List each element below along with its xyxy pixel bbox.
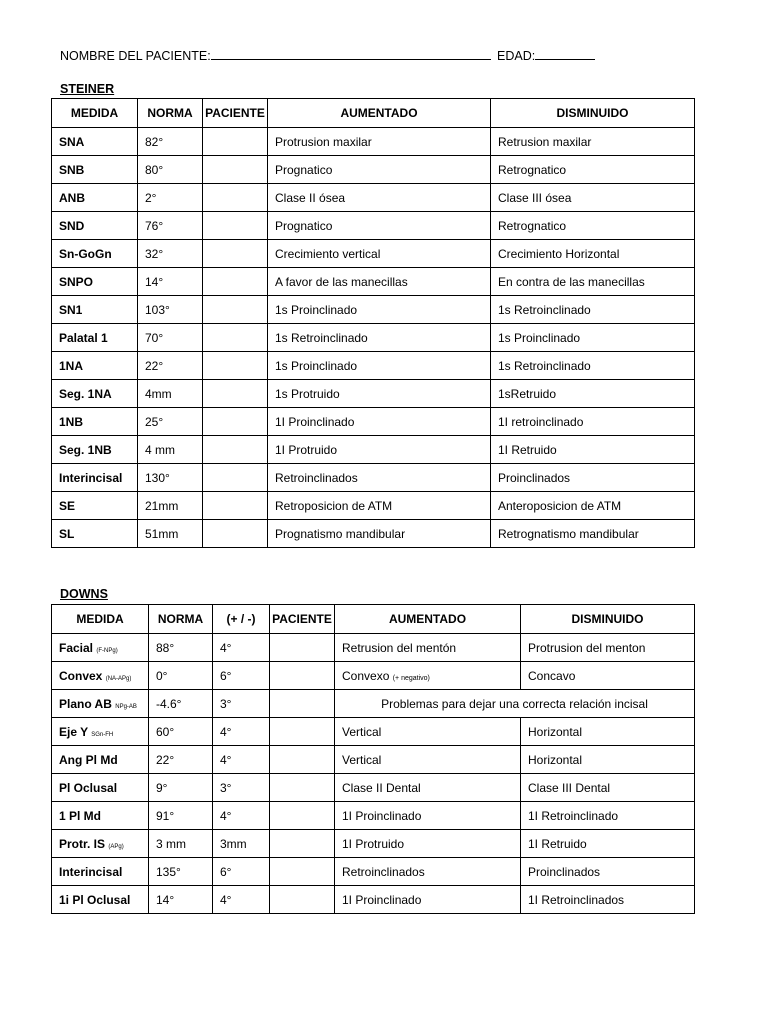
steiner-paciente-input[interactable] xyxy=(203,492,268,520)
downs-medida-label: 1i Pl Oclusal xyxy=(59,892,131,907)
age-group xyxy=(497,46,595,63)
downs-col-pm: (+ / -) xyxy=(213,605,270,634)
steiner-norma-cell: 4mm xyxy=(138,380,203,408)
steiner-disminuido-cell: Retrusion maxilar xyxy=(491,128,695,156)
downs-pm-cell: 4° xyxy=(213,634,270,662)
steiner-medida-cell: Seg. 1NA xyxy=(52,380,138,408)
downs-aumentado-text: Clase II Dental xyxy=(342,780,421,795)
table-row xyxy=(52,662,695,690)
table-row xyxy=(52,352,695,380)
downs-pm-cell: 3° xyxy=(213,690,270,718)
steiner-paciente-input[interactable] xyxy=(203,156,268,184)
steiner-norma-cell: 76° xyxy=(138,212,203,240)
downs-disminuido-cell: Clase III Dental xyxy=(521,774,695,802)
downs-medida-label: Convex xyxy=(59,668,103,683)
steiner-aumentado-cell: 1I Protruido xyxy=(268,436,491,464)
steiner-paciente-input[interactable] xyxy=(203,352,268,380)
downs-paciente-input[interactable] xyxy=(270,858,335,886)
downs-medida-label: Ang Pl Md xyxy=(59,752,118,767)
downs-disminuido-cell: Concavo xyxy=(521,662,695,690)
downs-col-paciente: PACIENTE xyxy=(270,605,335,634)
steiner-norma-cell: 130° xyxy=(138,464,203,492)
steiner-medida-cell: SNA xyxy=(52,128,138,156)
table-row xyxy=(52,324,695,352)
steiner-aumentado-cell: Prognatico xyxy=(268,212,491,240)
downs-pm-cell: 4° xyxy=(213,718,270,746)
downs-disminuido-cell: Protrusion del menton xyxy=(521,634,695,662)
steiner-disminuido-cell: 1s Retroinclinado xyxy=(491,352,695,380)
downs-medida-label: 1 Pl Md xyxy=(59,808,102,823)
downs-disminuido-cell: Horizontal xyxy=(521,746,695,774)
steiner-aumentado-cell: Retroinclinados xyxy=(268,464,491,492)
steiner-norma-cell: 22° xyxy=(138,352,203,380)
steiner-col-paciente: PACIENTE xyxy=(203,99,268,128)
downs-disminuido-cell: Horizontal xyxy=(521,718,695,746)
steiner-disminuido-cell: Retrognatico xyxy=(491,156,695,184)
steiner-col-aumentado: AUMENTADO xyxy=(268,99,491,128)
steiner-col-disminuido: DISMINUIDO xyxy=(491,99,695,128)
steiner-aumentado-cell: 1s Proinclinado xyxy=(268,352,491,380)
steiner-norma-cell: 14° xyxy=(138,268,203,296)
downs-merged-cell: Problemas para dejar una correcta relación incisal xyxy=(335,690,695,718)
steiner-disminuido-cell: 1s Retroinclinado xyxy=(491,296,695,324)
downs-medida-cell xyxy=(52,830,149,858)
downs-medida-sub: (F-NPg) xyxy=(96,647,118,654)
downs-norma-cell: 9° xyxy=(149,774,213,802)
downs-medida-cell xyxy=(52,886,149,914)
steiner-medida-cell: Palatal 1 xyxy=(52,324,138,352)
downs-norma-cell: 88° xyxy=(149,634,213,662)
downs-medida-cell xyxy=(52,718,149,746)
table-row xyxy=(52,464,695,492)
downs-medida-label: Plano AB xyxy=(59,696,112,711)
downs-pm-cell: 4° xyxy=(213,802,270,830)
downs-header-row xyxy=(52,605,695,634)
downs-paciente-input[interactable] xyxy=(270,886,335,914)
table-row xyxy=(52,802,695,830)
table-row xyxy=(52,690,695,718)
steiner-medida-cell: ANB xyxy=(52,184,138,212)
steiner-paciente-input[interactable] xyxy=(203,296,268,324)
downs-aumentado-cell xyxy=(335,634,521,662)
steiner-disminuido-cell: Retrognatismo mandibular xyxy=(491,520,695,548)
downs-medida-sub: (APg) xyxy=(108,843,124,850)
table-row xyxy=(52,240,695,268)
downs-disminuido-cell: Proinclinados xyxy=(521,858,695,886)
steiner-paciente-input[interactable] xyxy=(203,212,268,240)
downs-medida-cell xyxy=(52,802,149,830)
downs-aumentado-text: Convexo xyxy=(342,668,390,683)
steiner-disminuido-cell: Crecimiento Horizontal xyxy=(491,240,695,268)
table-row xyxy=(52,380,695,408)
downs-aumentado-cell xyxy=(335,858,521,886)
downs-disminuido-cell: 1I Retruido xyxy=(521,830,695,858)
downs-norma-cell: 3 mm xyxy=(149,830,213,858)
steiner-paciente-input[interactable] xyxy=(203,464,268,492)
steiner-aumentado-cell: A favor de las manecillas xyxy=(268,268,491,296)
downs-medida-cell xyxy=(52,858,149,886)
downs-medida-label: Eje Y xyxy=(59,724,88,739)
steiner-aumentado-cell: 1s Retroinclinado xyxy=(268,324,491,352)
steiner-medida-cell: Interincisal xyxy=(52,464,138,492)
steiner-norma-cell: 82° xyxy=(138,128,203,156)
downs-norma-cell: 22° xyxy=(149,746,213,774)
table-row xyxy=(52,296,695,324)
downs-norma-cell: 91° xyxy=(149,802,213,830)
table-row xyxy=(52,128,695,156)
steiner-aumentado-cell: 1s Proinclinado xyxy=(268,296,491,324)
steiner-norma-cell: 80° xyxy=(138,156,203,184)
table-row xyxy=(52,520,695,548)
table-row xyxy=(52,268,695,296)
age-label: EDAD: xyxy=(497,49,536,63)
steiner-medida-cell: SND xyxy=(52,212,138,240)
table-row xyxy=(52,746,695,774)
steiner-medida-cell: 1NB xyxy=(52,408,138,436)
downs-pm-cell: 4° xyxy=(213,886,270,914)
table-row xyxy=(52,436,695,464)
steiner-disminuido-cell: 1s Proinclinado xyxy=(491,324,695,352)
downs-medida-label: Protr. IS xyxy=(59,836,106,851)
downs-aumentado-text: Vertical xyxy=(342,752,382,767)
steiner-medida-cell: Sn-GoGn xyxy=(52,240,138,268)
downs-medida-cell xyxy=(52,662,149,690)
steiner-paciente-input[interactable] xyxy=(203,184,268,212)
downs-aumentado-text: Retroinclinados xyxy=(342,864,425,879)
downs-aumentado-cell xyxy=(335,830,521,858)
table-row xyxy=(52,492,695,520)
downs-paciente-input[interactable] xyxy=(270,746,335,774)
downs-aumentado-text: Retrusion del mentón xyxy=(342,640,457,655)
downs-pm-cell: 3mm xyxy=(213,830,270,858)
steiner-medida-cell: SN1 xyxy=(52,296,138,324)
steiner-disminuido-cell: Retrognatico xyxy=(491,212,695,240)
steiner-medida-cell: Seg. 1NB xyxy=(52,436,138,464)
downs-disminuido-cell: 1I Retroinclinados xyxy=(521,886,695,914)
downs-aumentado-cell xyxy=(335,718,521,746)
downs-aumentado-text: 1I Proinclinado xyxy=(342,892,422,907)
downs-paciente-input[interactable] xyxy=(270,718,335,746)
table-row xyxy=(52,634,695,662)
downs-aumentado-cell xyxy=(335,802,521,830)
patient-header xyxy=(60,46,536,63)
steiner-medida-cell: SNB xyxy=(52,156,138,184)
steiner-paciente-input[interactable] xyxy=(203,520,268,548)
steiner-aumentado-cell: Prognatico xyxy=(268,156,491,184)
steiner-norma-cell: 32° xyxy=(138,240,203,268)
table-row xyxy=(52,184,695,212)
steiner-paciente-input[interactable] xyxy=(203,324,268,352)
table-row xyxy=(52,886,695,914)
steiner-disminuido-cell: Anteroposicion de ATM xyxy=(491,492,695,520)
downs-paciente-input[interactable] xyxy=(270,662,335,690)
downs-medida-label: Interincisal xyxy=(59,864,123,879)
steiner-disminuido-cell: Clase III ósea xyxy=(491,184,695,212)
downs-pm-cell: 3° xyxy=(213,774,270,802)
steiner-aumentado-cell: Retroposicion de ATM xyxy=(268,492,491,520)
downs-col-medida: MEDIDA xyxy=(52,605,149,634)
table-row xyxy=(52,830,695,858)
downs-medida-cell xyxy=(52,774,149,802)
downs-norma-cell: 14° xyxy=(149,886,213,914)
downs-paciente-input[interactable] xyxy=(270,634,335,662)
steiner-disminuido-cell: 1I Retruido xyxy=(491,436,695,464)
downs-aumentado-cell xyxy=(335,774,521,802)
steiner-paciente-input[interactable] xyxy=(203,128,268,156)
downs-norma-cell: 135° xyxy=(149,858,213,886)
steiner-aumentado-cell: 1s Protruido xyxy=(268,380,491,408)
downs-norma-cell: 0° xyxy=(149,662,213,690)
table-row xyxy=(52,718,695,746)
steiner-norma-cell: 21mm xyxy=(138,492,203,520)
downs-norma-cell: -4.6° xyxy=(149,690,213,718)
steiner-header-row xyxy=(52,99,695,128)
downs-aumentado-cell xyxy=(335,886,521,914)
downs-medida-cell xyxy=(52,690,149,718)
steiner-disminuido-cell: 1I retroinclinado xyxy=(491,408,695,436)
patient-name-field[interactable] xyxy=(211,46,491,60)
steiner-disminuido-cell: En contra de las manecillas xyxy=(491,268,695,296)
downs-paciente-input[interactable] xyxy=(270,690,335,718)
downs-medida-sub: NPg-AB xyxy=(115,703,137,710)
steiner-norma-cell: 2° xyxy=(138,184,203,212)
steiner-aumentado-cell: Crecimiento vertical xyxy=(268,240,491,268)
steiner-disminuido-cell: 1sRetruido xyxy=(491,380,695,408)
downs-paciente-input[interactable] xyxy=(270,830,335,858)
steiner-paciente-input[interactable] xyxy=(203,408,268,436)
downs-medida-sub: (NA-APg) xyxy=(105,675,132,682)
downs-pm-cell: 6° xyxy=(213,858,270,886)
downs-table xyxy=(51,604,695,914)
steiner-norma-cell: 103° xyxy=(138,296,203,324)
steiner-aumentado-cell: 1I Proinclinado xyxy=(268,408,491,436)
steiner-norma-cell: 51mm xyxy=(138,520,203,548)
downs-medida-sub: SGn-FH xyxy=(91,731,114,738)
steiner-disminuido-cell: Proinclinados xyxy=(491,464,695,492)
steiner-aumentado-cell: Clase II ósea xyxy=(268,184,491,212)
steiner-table xyxy=(51,98,695,548)
downs-paciente-input[interactable] xyxy=(270,802,335,830)
steiner-aumentado-cell: Protrusion maxilar xyxy=(268,128,491,156)
age-field[interactable] xyxy=(535,46,595,60)
steiner-col-medida: MEDIDA xyxy=(52,99,138,128)
downs-aumentado-text: 1I Protruido xyxy=(342,836,405,851)
steiner-title: STEINER xyxy=(60,82,115,96)
downs-paciente-input[interactable] xyxy=(270,774,335,802)
table-row xyxy=(52,408,695,436)
downs-aumentado-text: Vertical xyxy=(342,724,382,739)
downs-pm-cell: 6° xyxy=(213,662,270,690)
downs-medida-cell xyxy=(52,746,149,774)
steiner-medida-cell: SL xyxy=(52,520,138,548)
downs-disminuido-cell: 1I Retroinclinado xyxy=(521,802,695,830)
downs-col-aumentado: AUMENTADO xyxy=(335,605,521,634)
downs-medida-label: Facial xyxy=(59,640,94,655)
table-row xyxy=(52,156,695,184)
table-row xyxy=(52,212,695,240)
steiner-norma-cell: 25° xyxy=(138,408,203,436)
downs-medida-label: Pl Oclusal xyxy=(59,780,118,795)
steiner-paciente-input[interactable] xyxy=(203,436,268,464)
steiner-norma-cell: 4 mm xyxy=(138,436,203,464)
downs-title: DOWNS xyxy=(60,587,108,601)
downs-col-norma: NORMA xyxy=(149,605,213,634)
steiner-medida-cell: 1NA xyxy=(52,352,138,380)
steiner-paciente-input[interactable] xyxy=(203,240,268,268)
steiner-paciente-input[interactable] xyxy=(203,268,268,296)
steiner-col-norma: NORMA xyxy=(138,99,203,128)
downs-col-disminuido: DISMINUIDO xyxy=(521,605,695,634)
table-row xyxy=(52,774,695,802)
downs-norma-cell: 60° xyxy=(149,718,213,746)
downs-aumentado-note: (+ negativo) xyxy=(392,674,430,682)
downs-aumentado-cell xyxy=(335,746,521,774)
steiner-aumentado-cell: Prognatismo mandibular xyxy=(268,520,491,548)
steiner-medida-cell: SNPO xyxy=(52,268,138,296)
downs-pm-cell: 4° xyxy=(213,746,270,774)
steiner-norma-cell: 70° xyxy=(138,324,203,352)
downs-aumentado-text: 1I Proinclinado xyxy=(342,808,422,823)
patient-name-label: NOMBRE DEL PACIENTE: xyxy=(60,49,211,63)
downs-medida-cell xyxy=(52,634,149,662)
downs-aumentado-cell xyxy=(335,662,521,690)
table-row xyxy=(52,858,695,886)
steiner-paciente-input[interactable] xyxy=(203,380,268,408)
steiner-medida-cell: SE xyxy=(52,492,138,520)
